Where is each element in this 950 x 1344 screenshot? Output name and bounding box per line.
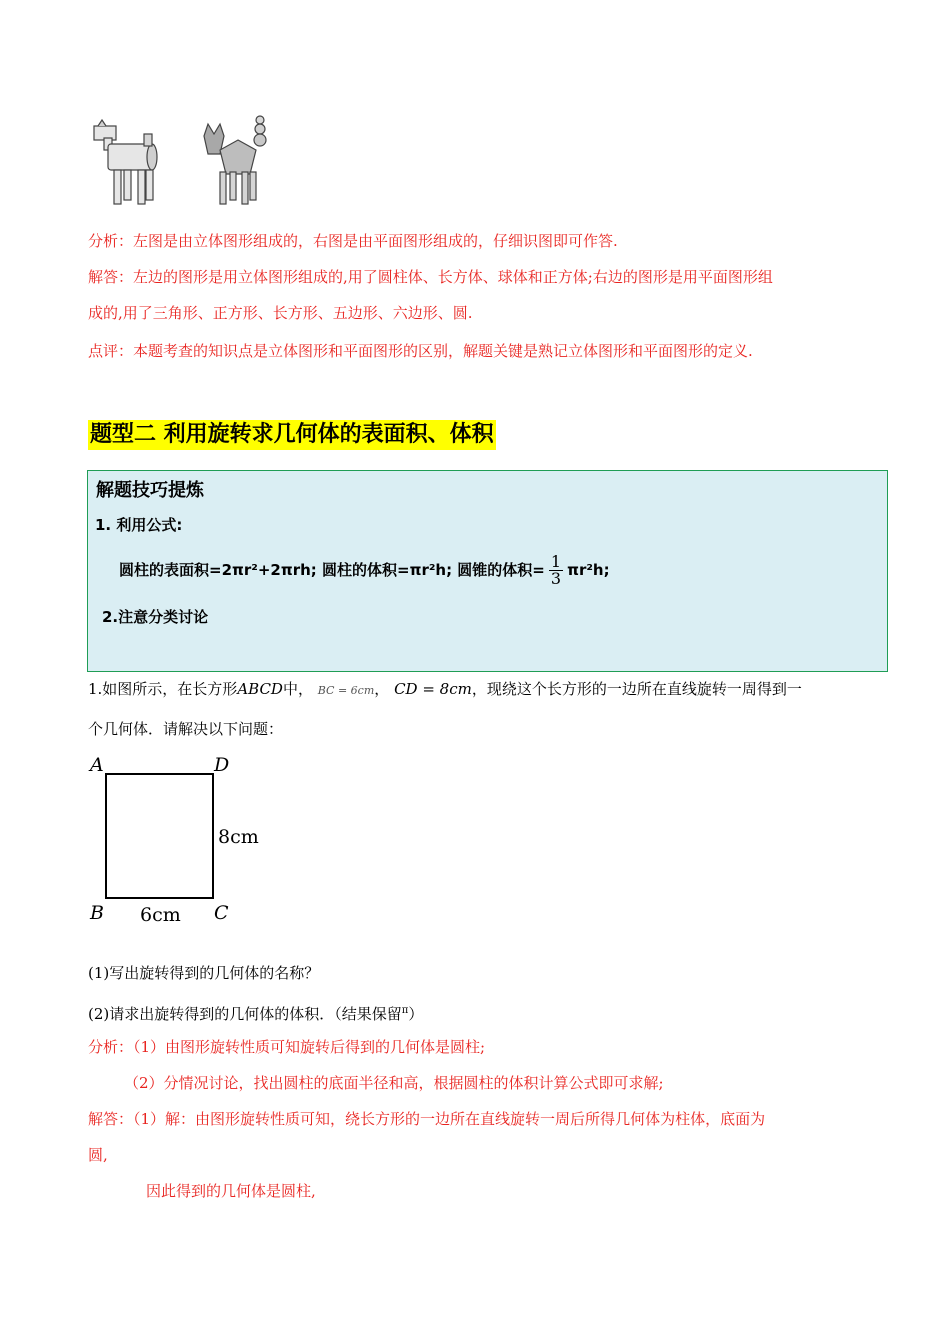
- answer-2-line-1: [88, 1108, 765, 1130]
- answer-2-label: 解答：: [88, 1110, 134, 1128]
- question-1: (1)写出旋转得到的几何体的名称？: [88, 964, 320, 982]
- answer-2-line-3: 因此得到的几何体是圆柱,: [146, 1182, 316, 1200]
- vertex-d-label: D: [214, 754, 230, 776]
- comment-1: [88, 340, 753, 362]
- rectangle-name: ABCD: [237, 680, 283, 698]
- problem-text-c: ，: [374, 680, 390, 698]
- analysis-2-line-2: （2）分情况讨论，找出圆柱的底面半径和高，根据圆柱的体积计算公式即可求解;: [124, 1074, 664, 1092]
- answer-1-line-1: [88, 266, 773, 288]
- answer-2-text-1: （1）解：由图形旋转性质可知，绕长方形的一边所在直线旋转一周后所得几何体为柱体，底面为: [133, 1110, 766, 1128]
- side-length-label: 8cm: [218, 826, 259, 848]
- vertex-b-label: B: [90, 902, 104, 924]
- rectangle-abcd: [106, 774, 213, 898]
- vertex-a-label: A: [90, 754, 104, 776]
- analysis-2-text-1: （1）由图形旋转性质可知旋转后得到的几何体是圆柱;: [133, 1038, 486, 1056]
- analysis-2-line-1: [88, 1036, 485, 1058]
- comment-1-label: 点评：: [88, 342, 134, 360]
- cd-length: CD = 8cm: [394, 680, 472, 698]
- question-2: [88, 1000, 423, 1025]
- fraction-denominator: 3: [550, 569, 562, 588]
- answer-1-line-2: 成的,用了三角形、正方形、长方形、五边形、六边形、圆.: [88, 304, 473, 322]
- plane-figures-animal-illustration: [198, 112, 272, 208]
- solid-figures-animal-illustration: [86, 116, 166, 208]
- pi-symbol: π: [401, 1005, 409, 1016]
- tips-item-2: 2.注意分类讨论: [102, 608, 209, 626]
- analysis-1-text: 左图是由立体图形组成的，右图是由平面图形组成的，仔细识图即可作答.: [133, 232, 618, 250]
- answer-1-text: 左边的图形是用立体图形组成的,用了圆柱体、长方体、球体和正方体;右边的图形是用平面图形组: [133, 268, 773, 286]
- problem-line-2: 个几何体．请解决以下问题：: [88, 720, 284, 738]
- bottom-length-label: 6cm: [140, 904, 181, 926]
- section-heading: 题型二 利用旋转求几何体的表面积、体积: [88, 420, 496, 450]
- tips-title: 解题技巧提炼: [96, 480, 204, 501]
- answer-1-label: 解答：: [88, 268, 134, 286]
- comment-1-text: 本题考查的知识点是立体图形和平面图形的区别，解题关键是熟记立体图形和平面图形的定义.: [133, 342, 753, 360]
- problem-text-d: ，现绕这个长方形的一边所在直线旋转一周得到一: [471, 680, 802, 698]
- analysis-1: [88, 230, 618, 252]
- fraction-numerator: 1: [550, 552, 562, 571]
- answer-2-line-2: 圆,: [88, 1146, 108, 1164]
- analysis-2-label: 分析：: [88, 1038, 134, 1056]
- problem-text-a: 1.如图所示，在长方形: [88, 680, 238, 698]
- tips-formula: [119, 550, 610, 590]
- tips-formula-prefix: 圆柱的表面积=2πr²+2πrh; 圆柱的体积=πr²h; 圆锥的体积=: [119, 561, 545, 579]
- tips-formula-suffix: πr²h;: [567, 561, 610, 579]
- vertex-c-label: C: [214, 902, 229, 924]
- problem-text-b: 中，: [282, 680, 313, 698]
- question-2-text: (2)请求出旋转得到的几何体的体积．（结果保留: [88, 1005, 402, 1023]
- tips-item-1: 1. 利用公式:: [95, 516, 183, 534]
- one-third-fraction: [549, 554, 563, 587]
- analysis-1-label: 分析：: [88, 232, 134, 250]
- problem-line-1: [88, 678, 802, 702]
- question-2-end: ）: [408, 1005, 424, 1023]
- bc-length: BC = 6cm: [317, 684, 375, 697]
